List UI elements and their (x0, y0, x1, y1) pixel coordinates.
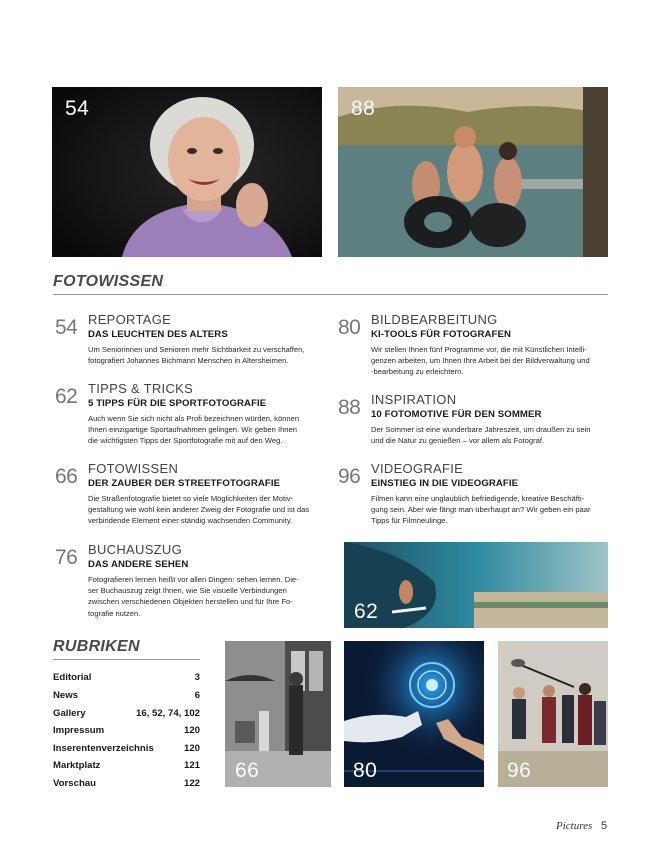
article-teaser: Um Seniorinnen und Senioren mehr Sichtbarkeit zu verschaffen, fotografiert Johannes Bichmann Menschen in Altersheimen. (88, 345, 305, 366)
article-videografie[interactable] (338, 461, 608, 531)
article-page-number: 66 (55, 465, 78, 488)
rubrik-pages: 3 (194, 672, 200, 683)
rubrik-row[interactable] (53, 690, 200, 707)
photo-street-scene (225, 641, 331, 787)
photo-page-number: 80 (353, 759, 378, 782)
photo-page-number: 96 (507, 759, 532, 782)
rubrik-row[interactable] (53, 725, 200, 742)
senior-woman-illustration (52, 87, 322, 257)
article-category: FOTOWISSEN (88, 461, 179, 476)
article-teaser: Die Straßenfotografie bietet so viele Möglichkeiten der Motiv- gestaltung wie wohl kein anderer Zweig der Fotografie und ist das verbindende Element einer ständig wachsenden Community. (88, 494, 310, 526)
rubrik-label: Marktplatz (53, 760, 101, 771)
article-category: BILDBEARBEITUNG (371, 312, 498, 327)
magazine-logo: Pictures (556, 820, 593, 832)
article-inspiration[interactable] (338, 392, 608, 452)
article-title: DAS ANDERE SEHEN (88, 559, 189, 570)
summer-lake-illustration (338, 87, 608, 257)
article-title: 10 FOTOMOTIVE FÜR DEN SOMMER (371, 409, 542, 420)
article-bildbearbeitung[interactable] (338, 312, 608, 382)
article-page-number: 80 (338, 316, 361, 339)
photo-summer-lake (338, 87, 608, 257)
photo-page-number: 88 (351, 97, 376, 120)
article-teaser: Auch wenn Sie sich nicht als Profi bezeichnen würden, können Ihnen einzigartige Sportaufnahmen gelingen. Wir geben Ihnen die wichtigsten Tipps der Sportfotografie mit auf den Weg. (88, 414, 300, 446)
article-category: REPORTAGE (88, 312, 172, 327)
article-page-number: 54 (55, 316, 78, 339)
article-page-number: 88 (338, 396, 361, 419)
photo-page-number: 66 (235, 759, 260, 782)
article-title: KI-TOOLS FÜR FOTOGRAFEN (371, 329, 511, 340)
article-teaser: Wir stellen Ihnen fünf Programme vor, die mit Künstlichen Intelli- genzen arbeiten, um Ihnen Ihre Arbeit bei der Bildverwaltung und -bearbeitung zu erleichtern. (371, 345, 590, 377)
rubrik-row[interactable] (53, 708, 200, 725)
article-title: DAS LEUCHTEN DES ALTERS (88, 329, 228, 340)
rubrik-row[interactable] (53, 672, 200, 689)
rubrik-pages: 6 (194, 690, 200, 701)
page-number: 5 (601, 820, 608, 832)
article-title: 5 TIPPS FÜR DIE SPORTFOTOGRAFIE (88, 398, 267, 409)
photo-robot-hand (344, 641, 484, 787)
article-page-number: 62 (55, 385, 78, 408)
rubrik-label: News (53, 690, 79, 701)
rubrik-label: Inserentenverzeichnis (53, 743, 154, 754)
section-divider (53, 294, 608, 295)
photo-film-crew (498, 641, 608, 787)
rubrik-pages: 120 (183, 725, 200, 736)
rubrik-label: Impressum (53, 725, 105, 736)
rubrik-label: Editorial (53, 672, 92, 683)
article-buchauszug[interactable] (55, 542, 315, 626)
photo-page-number: 62 (354, 600, 379, 623)
article-category: VIDEOGRAFIE (371, 461, 464, 476)
article-title: EINSTIEG IN DIE VIDEOGRAFIE (371, 478, 519, 489)
rubrik-row[interactable] (53, 760, 200, 777)
rubrik-row[interactable] (53, 778, 200, 795)
article-teaser: Fotografieren lernen heißt vor allen Dingen: sehen lernen. Die- ser Buchauszug zeigt Ihnen, wie Sie visuelle Verbindungen zwischen verschiedenen Objekten herstellen und für Ihre Fo- tografie nutzen. (88, 575, 299, 618)
article-fotowissen[interactable] (55, 461, 315, 531)
article-category: TIPPS & TRICKS (88, 381, 194, 396)
article-page-number: 96 (338, 465, 361, 488)
photo-page-number: 54 (65, 97, 90, 120)
rubrik-pages: 122 (183, 778, 200, 789)
surfer-wave-illustration (344, 542, 608, 628)
rubrik-label: Vorschau (53, 778, 97, 789)
photo-surfer-wave (344, 542, 608, 628)
article-category: INSPIRATION (371, 392, 457, 407)
article-tipps-tricks[interactable] (55, 381, 315, 451)
rubrik-label: Gallery (53, 708, 86, 719)
rubrik-pages: 16, 52, 74, 102 (135, 708, 200, 719)
section-heading-rubriken: RUBRIKEN (53, 638, 140, 655)
rubrik-pages: 121 (183, 760, 200, 771)
article-title: DER ZAUBER DER STREETFOTOGRAFIE (88, 478, 281, 489)
article-reportage[interactable] (55, 312, 315, 372)
article-category: BUCHAUSZUG (88, 542, 183, 557)
article-teaser: Der Sommer ist eine wunderbare Jahreszeit, um draußen zu sein und die Natur zu genießen – vor allem als Fotograf. (371, 425, 591, 446)
rubrik-row[interactable] (53, 743, 200, 760)
section-divider (53, 659, 200, 660)
photo-senior-woman (52, 87, 322, 257)
section-heading-fotowissen: FOTOWISSEN (53, 273, 164, 290)
rubrik-pages: 120 (183, 743, 200, 754)
article-teaser: Filmen kann eine unglaublich befriedigende, kreative Beschäfti- gung sein. Aber wie fängt man überhaupt an? Wir geben ein paar Tipps für Filmneulinge. (371, 494, 591, 526)
article-page-number: 76 (55, 546, 78, 569)
